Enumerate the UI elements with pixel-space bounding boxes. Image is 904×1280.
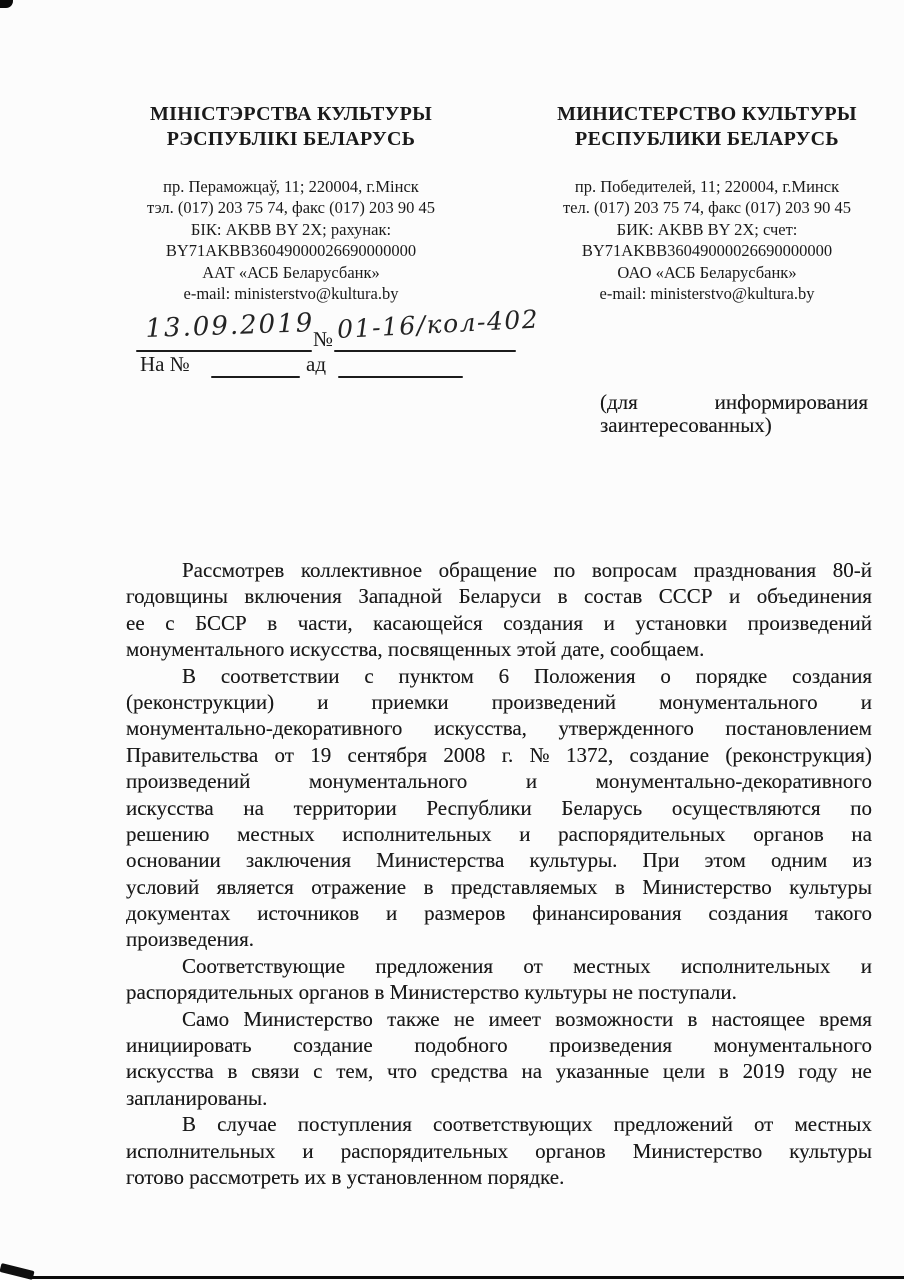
address-line: BY71AKBB36049000026690000000 <box>165 241 417 261</box>
text-line: монументально-декоративного искусства, утвержденного постановлением <box>126 716 872 741</box>
text-line: запланированы. <box>126 1085 268 1110</box>
text-line: монументального искусства, посвященных этой дате, сообщаем. <box>126 637 705 662</box>
email-line: e-mail: ministerstvo@kultura.by <box>599 284 815 304</box>
address-line: ОАО «АСБ Беларусбанк» <box>617 262 797 282</box>
org-title-ru-line1: МИНИСТЕРСТВО КУЛЬТУРЫ <box>557 103 857 125</box>
address-line: БИК: AKBB BY 2X; счет: <box>616 219 798 239</box>
scan-smudge-bottom-left <box>0 1263 35 1280</box>
reply-to-number-label: На № <box>140 352 190 376</box>
address-line: BY71AKBB36049000026690000000 <box>581 241 833 261</box>
text-line: произведений монументального и монументально-декоративного <box>126 769 872 794</box>
email-line: e-mail: ministerstvo@kultura.by <box>183 284 399 304</box>
text-line: готово рассмотреть их в установленном порядке. <box>126 1164 565 1189</box>
letterhead-belarusian <box>110 102 472 304</box>
text-line: исполнительных и распорядительных органов Министерство культуры <box>126 1138 872 1163</box>
text-line: заинтересованных) <box>600 412 772 437</box>
text-line: Само Министерство также не имеет возможности в настоящее время <box>182 1006 872 1031</box>
text-line: решению местных исполнительных и распорядительных органов на <box>126 821 872 846</box>
text-line: (для информирования <box>600 390 868 414</box>
text-line: (реконструкции) и приемки произведений монументального и <box>126 689 872 714</box>
text-line: Правительства от 19 сентября 2008 г. № 1372, создание (реконструкция) <box>126 742 872 767</box>
letter-body <box>126 558 872 1191</box>
handwritten-date: 13.09.2019 <box>144 308 315 344</box>
letterhead-russian <box>524 102 890 304</box>
org-title-be-line2: РЭСПУБЛІКІ БЕЛАРУСЬ <box>166 128 416 150</box>
text-line: искусства на территории Республики Беларусь осуществляются по <box>126 795 872 820</box>
org-title-ru-line2: РЕСПУБЛИКИ БЕЛАРУСЬ <box>575 128 839 150</box>
number-underline <box>334 350 516 352</box>
address-line: пр. Победителей, 11; 220004, г.Минск <box>574 177 840 196</box>
handwritten-outgoing-number: 01-16/кол-402 <box>336 304 540 344</box>
text-line: инициировать создание подобного произведения монументального <box>126 1033 872 1058</box>
reply-date-blank <box>338 376 463 378</box>
number-sign-label: № <box>313 327 334 351</box>
reply-date-connector-label: ад <box>306 352 327 376</box>
text-line: произведения. <box>126 927 254 952</box>
address-line: БІК: AKBB BY 2X; рахунак: <box>190 219 392 239</box>
text-line: В случае поступления соответствующих предложений от местных <box>182 1112 872 1137</box>
text-line: ее с БССР в части, касающейся создания и установки произведений <box>126 610 872 635</box>
text-line: искусства в связи с тем, что средства на указанные цели в 2019 году не <box>126 1059 872 1084</box>
scan-smudge-top-left <box>0 0 13 8</box>
scan-edge-bottom-line <box>28 1276 904 1279</box>
text-line: Рассмотрев коллективное обращение по вопросам празднования 80-й <box>182 558 872 582</box>
address-line: пр. Пераможцаў, 11; 220004, г.Мінск <box>163 177 419 196</box>
reply-number-blank <box>211 376 300 378</box>
text-line: распорядительных органов в Министерство культуры не поступали. <box>126 980 737 1005</box>
text-line: Соответствующие предложения от местных исполнительных и <box>182 953 872 978</box>
text-line: основании заключения Министерства культуры. При этом одним из <box>126 848 872 873</box>
address-line: тэл. (017) 203 75 74, факс (017) 203 90 45 <box>147 198 435 218</box>
text-line: условий является отражение в представляемых в Министерство культуры <box>126 874 872 899</box>
text-line: годовщины включения Западной Беларуси в состав СССР и объединения <box>126 584 872 609</box>
recipient-note <box>600 390 868 435</box>
org-address-ru <box>524 176 890 304</box>
text-line: В соответствии с пунктом 6 Положения о порядке создания <box>182 663 872 688</box>
org-title-be-line1: МІНІСТЭРСТВА КУЛЬТУРЫ <box>149 103 433 125</box>
org-address-be <box>110 176 472 304</box>
address-line: тел. (017) 203 75 74, факс (017) 203 90 45 <box>562 198 852 218</box>
text-line: документах источников и размеров финансирования создания такого <box>126 901 872 926</box>
address-line: ААТ «АСБ Беларусбанк» <box>202 262 380 282</box>
